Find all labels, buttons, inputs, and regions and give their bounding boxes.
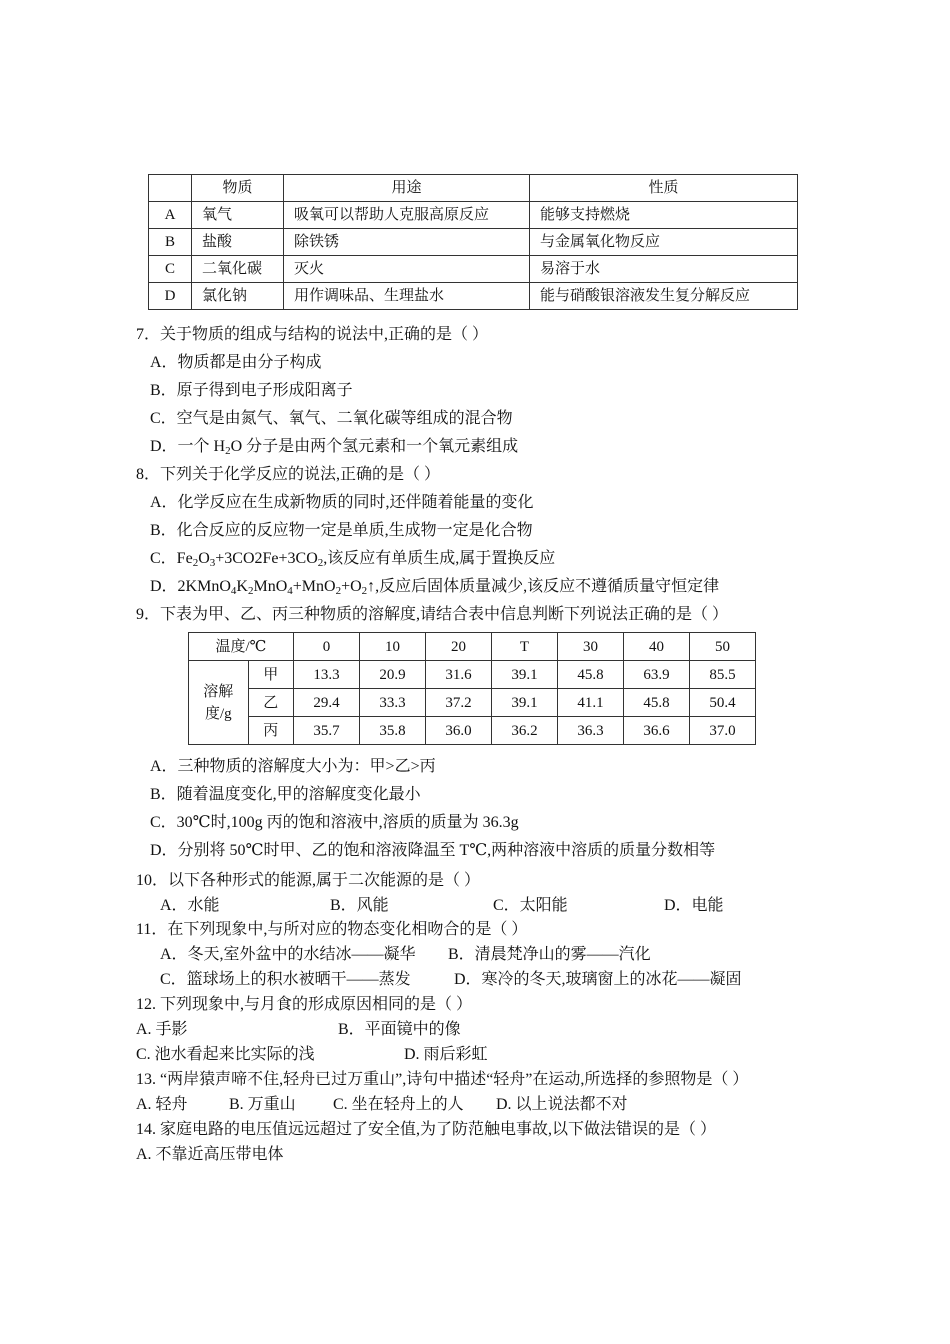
table-cell: 盐酸 xyxy=(192,229,284,256)
text-run: O 分子是由两个氢元素和一个氧元素组成 xyxy=(230,438,519,455)
table-cell: 易溶于水 xyxy=(530,256,798,283)
table-cell: 36.2 xyxy=(492,717,558,745)
table-row xyxy=(149,283,798,310)
question-13-option-d: D. 以上说法都不对 xyxy=(496,1096,628,1113)
table-cell: D xyxy=(149,283,192,310)
table-header-cell: 10 xyxy=(360,633,426,661)
table-cell: 氧气 xyxy=(192,202,284,229)
table-cell: 45.8 xyxy=(558,661,624,689)
question-13-stem: 13. “两岸猿声啼不住,轻舟已过万重山”,诗句中描述“轻舟”在运动,所选择的参照物是（ ） xyxy=(136,1071,749,1088)
question-10-option-d: D．电能 xyxy=(664,897,724,914)
question-12-option-d: D. 雨后彩虹 xyxy=(404,1046,488,1063)
text-run: D．2KMnO xyxy=(150,578,231,595)
text-run: D．一个 H xyxy=(150,438,226,455)
table-header-cell: 50 xyxy=(690,633,756,661)
table-cell: 能够支持燃烧 xyxy=(530,202,798,229)
label-line: 溶解 xyxy=(203,683,234,700)
table-cell: 灭火 xyxy=(284,256,530,283)
table-cell: 41.1 xyxy=(558,689,624,717)
subscript: 4 xyxy=(287,585,293,597)
properties-table xyxy=(148,174,798,310)
question-10-option-c: C．太阳能 xyxy=(493,897,568,914)
question-9-option-b: B．随着温度变化,甲的溶解度变化最小 xyxy=(150,786,421,803)
table-cell: 与金属氧化物反应 xyxy=(530,229,798,256)
question-7-option-b: B．原子得到电子形成阳离子 xyxy=(150,382,353,399)
label-line: 度/g xyxy=(204,705,232,722)
question-9-option-d: D．分别将 50℃时甲、乙的饱和溶液降温至 T℃,两种溶液中溶质的质量分数相等 xyxy=(150,842,716,859)
question-12-option-b: B．平面镜中的像 xyxy=(338,1021,461,1038)
question-13-option-b: B. 万重山 xyxy=(229,1096,296,1113)
table-row xyxy=(189,661,756,689)
table-header-cell: 温度/℃ xyxy=(189,633,294,661)
question-7-option-d xyxy=(150,437,518,457)
subscript: 2 xyxy=(192,557,199,569)
text-run: MnO xyxy=(253,578,288,595)
question-12-option-a: A. 手影 xyxy=(136,1021,188,1038)
subscript: 2 xyxy=(225,445,231,457)
question-9-stem: 9．下表为甲、乙、丙三种物质的溶解度,请结合表中信息判断下列说法正确的是（ ） xyxy=(136,606,729,623)
table-header-row xyxy=(149,175,798,202)
table-row xyxy=(149,202,798,229)
question-11-option-c: C．篮球场上的积水被晒干——蒸发 xyxy=(160,971,411,988)
table-header-cell: 物质 xyxy=(192,175,284,202)
table-header-cell: 用途 xyxy=(284,175,530,202)
question-7-option-c: C．空气是由氮气、氧气、二氧化碳等组成的混合物 xyxy=(150,410,513,427)
table-cell: 二氧化碳 xyxy=(192,256,284,283)
subscript: 2 xyxy=(361,585,368,597)
question-13-option-c: C. 坐在轻舟上的人 xyxy=(333,1096,464,1113)
table-cell: 50.4 xyxy=(690,689,756,717)
table-cell: 20.9 xyxy=(360,661,426,689)
text-run: ,该反应有单质生成,属于置换反应 xyxy=(323,550,556,567)
table-cell: 乙 xyxy=(248,689,293,717)
table-row xyxy=(149,229,798,256)
question-8-option-a: A．化学反应在生成新物质的同时,还伴随着能量的变化 xyxy=(150,494,534,511)
table-cell: 丙 xyxy=(248,717,293,745)
question-8-option-d xyxy=(150,577,719,597)
text-run: +O xyxy=(341,578,362,595)
table-header-cell: 20 xyxy=(426,633,492,661)
table-cell: A xyxy=(149,202,192,229)
text-run: +3CO2Fe+3CO xyxy=(215,550,318,567)
table-header-cell: 40 xyxy=(624,633,690,661)
table-cell: 31.6 xyxy=(426,661,492,689)
question-11-option-a: A．冬天,室外盆中的水结冰——凝华 xyxy=(160,946,416,963)
table-cell: 除铁锈 xyxy=(284,229,530,256)
question-11-option-d: D．寒冷的冬天,玻璃窗上的冰花——凝固 xyxy=(454,971,742,988)
question-10-stem: 10．以下各种形式的能源,属于二次能源的是（ ） xyxy=(136,872,481,889)
table-header-cell: 性质 xyxy=(530,175,798,202)
table-cell: 用作调味品、生理盐水 xyxy=(284,283,530,310)
table-cell: 35.8 xyxy=(360,717,426,745)
table-cell: 37.2 xyxy=(426,689,492,717)
text-run: K xyxy=(236,578,248,595)
table-header-cell: 0 xyxy=(294,633,360,661)
question-12-option-c: C. 池水看起来比实际的浅 xyxy=(136,1046,315,1063)
table-header-row xyxy=(189,633,756,661)
question-14-stem: 14. 家庭电路的电压值远远超过了安全值,为了防范触电事故,以下做法错误的是（ ） xyxy=(136,1121,717,1138)
question-10-option-a: A．水能 xyxy=(160,897,220,914)
text-run: O xyxy=(198,550,210,567)
table-header-cell: 30 xyxy=(558,633,624,661)
table-row xyxy=(149,256,798,283)
table-cell: 能与硝酸银溶液发生复分解反应 xyxy=(530,283,798,310)
table-row xyxy=(189,717,756,745)
table-cell: 29.4 xyxy=(294,689,360,717)
question-7-option-a: A．物质都是由分子构成 xyxy=(150,354,322,371)
table-cell: 36.0 xyxy=(426,717,492,745)
table-cell: 吸氧可以帮助人克服高原反应 xyxy=(284,202,530,229)
subscript: 2 xyxy=(247,585,254,597)
text-run: ↑,反应后固体质量减少,该反应不遵循质量守恒定律 xyxy=(367,578,720,595)
question-8-option-b: B．化合反应的反应物一定是单质,生成物一定是化合物 xyxy=(150,522,533,539)
question-12-stem: 12. 下列现象中,与月食的形成原因相同的是（ ） xyxy=(136,996,473,1013)
question-14-option-a: A. 不靠近高压带电体 xyxy=(136,1146,284,1163)
table-cell: 39.1 xyxy=(492,689,558,717)
question-8-stem: 8．下列关于化学反应的说法,正确的是（ ） xyxy=(136,466,441,483)
question-11-option-b: B．清晨梵净山的雾——汽化 xyxy=(448,946,651,963)
question-11-stem: 11．在下列现象中,与所对应的物态变化相吻合的是（ ） xyxy=(136,921,528,938)
table-cell: 85.5 xyxy=(690,661,756,689)
table-cell: 甲 xyxy=(248,661,293,689)
table-row xyxy=(189,689,756,717)
table-cell: 氯化钠 xyxy=(192,283,284,310)
question-8-option-c xyxy=(150,549,555,569)
table-cell: B xyxy=(149,229,192,256)
question-9-option-a: A．三种物质的溶解度大小为：甲>乙>丙 xyxy=(150,758,436,775)
question-9-option-c: C．30℃时,100g 丙的饱和溶液中,溶质的质量为 36.3g xyxy=(150,814,519,831)
table-cell: 33.3 xyxy=(360,689,426,717)
subscript: 2 xyxy=(335,585,342,597)
solubility-table xyxy=(188,632,756,745)
table-cell: 13.3 xyxy=(294,661,360,689)
table-cell: 36.3 xyxy=(558,717,624,745)
question-10-option-b: B．风能 xyxy=(330,897,389,914)
table-cell: 39.1 xyxy=(492,661,558,689)
subscript: 3 xyxy=(209,557,216,569)
question-7-stem: 7．关于物质的组成与结构的说法中,正确的是（ ） xyxy=(136,326,489,343)
text-run: C．Fe xyxy=(150,550,193,567)
table-cell: 36.6 xyxy=(624,717,690,745)
table-cell: 37.0 xyxy=(690,717,756,745)
text-run: +MnO xyxy=(292,578,336,595)
table-header-cell xyxy=(149,175,192,202)
row-group-label xyxy=(189,661,249,745)
subscript: 2 xyxy=(317,557,324,569)
table-cell: 35.7 xyxy=(294,717,360,745)
table-header-cell: T xyxy=(492,633,558,661)
table-cell: 63.9 xyxy=(624,661,690,689)
subscript: 4 xyxy=(230,585,237,597)
table-cell: 45.8 xyxy=(624,689,690,717)
question-13-option-a: A. 轻舟 xyxy=(136,1096,188,1113)
table-cell: C xyxy=(149,256,192,283)
